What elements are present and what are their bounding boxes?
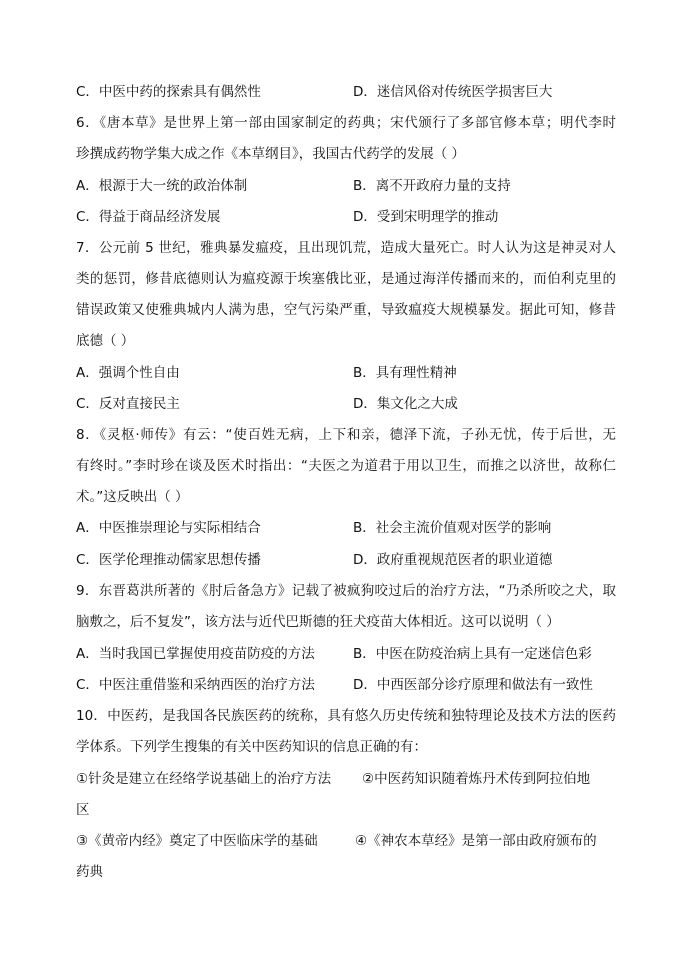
q9-stem-line-2: 脑敷之，后不复发”，该方法与近代巴斯德的狂犬疫苗大体相近。这可以说明（ ）: [76, 614, 560, 630]
q9-option-c: C．中医注重借鉴和采纳西医的治疗方法: [76, 677, 315, 693]
q9-option-a: A．当时我国已掌握使用疫苗防疫的方法: [76, 646, 315, 662]
q7-option-d: D．集文化之大成: [353, 396, 458, 412]
q9-option-b: B．中医在防疫治病上具有一定迷信色彩: [353, 646, 592, 662]
q8-stem-line-2: 有终时。”李时珍在谈及医术时指出：“夫医之为道君于用以卫生，而推之以济世，故称仁: [76, 458, 616, 474]
q7-stem-line-2: 类的惩罚，修昔底德则认为瘟疫源于埃塞俄比亚，是通过海洋传播而来的，而伯利克里的: [76, 271, 616, 287]
q10-item-4-line-2: 药典: [76, 864, 103, 880]
q8-option-d: D．政府重视规范医者的职业道德: [353, 552, 553, 568]
q10-item-2-line-1: ②中医药知识随着炼丹术传到阿拉伯地: [362, 771, 591, 787]
q6-stem-line-2: 珍撰成药物学集大成之作《本草纲目》，我国古代药学的发展（ ）: [76, 146, 466, 162]
q6-option-a: A．根源于大一统的政治体制: [76, 178, 248, 194]
q8-stem-line-1: 8．《灵枢·师传》有云：“使百姓无病，上下和亲，德泽下流，子孙无忧，传于后世，无: [76, 427, 616, 443]
q10-item-2-line-2: 区: [76, 802, 90, 818]
q8-option-b: B．社会主流价值观对医学的影响: [353, 520, 552, 536]
q7-option-b: B．具有理性精神: [353, 365, 457, 381]
q9-stem-line-1: 9．东晋葛洪所著的《肘后备急方》记载了被疯狗咬过后的治疗方法，“乃杀所咬之犬，取: [76, 583, 616, 599]
q10-stem-line-2: 学体系。下列学生搜集的有关中医药知识的信息正确的有：: [76, 739, 427, 755]
q5-option-c: C．中医中药的探索具有偶然性: [76, 84, 261, 100]
q8-stem-line-3: 术。”这反映出（ ）: [76, 489, 189, 505]
q6-option-c: C．得益于商品经济发展: [76, 209, 221, 225]
q7-option-c: C．反对直接民主: [76, 396, 180, 412]
q8-option-c: C．医学伦理推动儒家思想传播: [76, 552, 261, 568]
q8-option-a: A．中医推崇理论与实际相结合: [76, 520, 261, 536]
q6-stem-line-1: 6．《唐本草》是世界上第一部由国家制定的药典；宋代颁行了多部官修本草；明代李时: [76, 115, 616, 131]
q10-stem-line-1: 10．中医药，是我国各民族医药的统称，具有悠久历史传统和独特理论及技术方法的医药: [76, 708, 616, 724]
q6-option-d: D．受到宋明理学的推动: [353, 209, 499, 225]
q10-item-3: ③《黄帝内经》奠定了中医临床学的基础: [76, 833, 318, 849]
q9-option-d: D．中西医部分诊疗原理和做法有一致性: [353, 677, 593, 693]
q10-item-4-line-1: ④《神农本草经》是第一部由政府颁布的: [355, 833, 597, 849]
q7-stem-line-4: 底德（ ）: [76, 333, 135, 349]
q6-option-b: B．离不开政府力量的支持: [353, 178, 511, 194]
q7-stem-line-1: 7．公元前 5 世纪，雅典暴发瘟疫，且出现饥荒，造成大量死亡。时人认为这是神灵对人: [76, 240, 616, 256]
q5-option-d: D．迷信风俗对传统医学损害巨大: [353, 84, 553, 100]
q7-option-a: A．强调个性自由: [76, 365, 180, 381]
q10-item-1: ①针灸是建立在经络学说基础上的治疗方法: [76, 771, 332, 787]
q7-stem-line-3: 错误政策又使雅典城内人满为患，空气污染严重，导致瘟疫大规模暴发。据此可知，修昔: [76, 302, 616, 318]
